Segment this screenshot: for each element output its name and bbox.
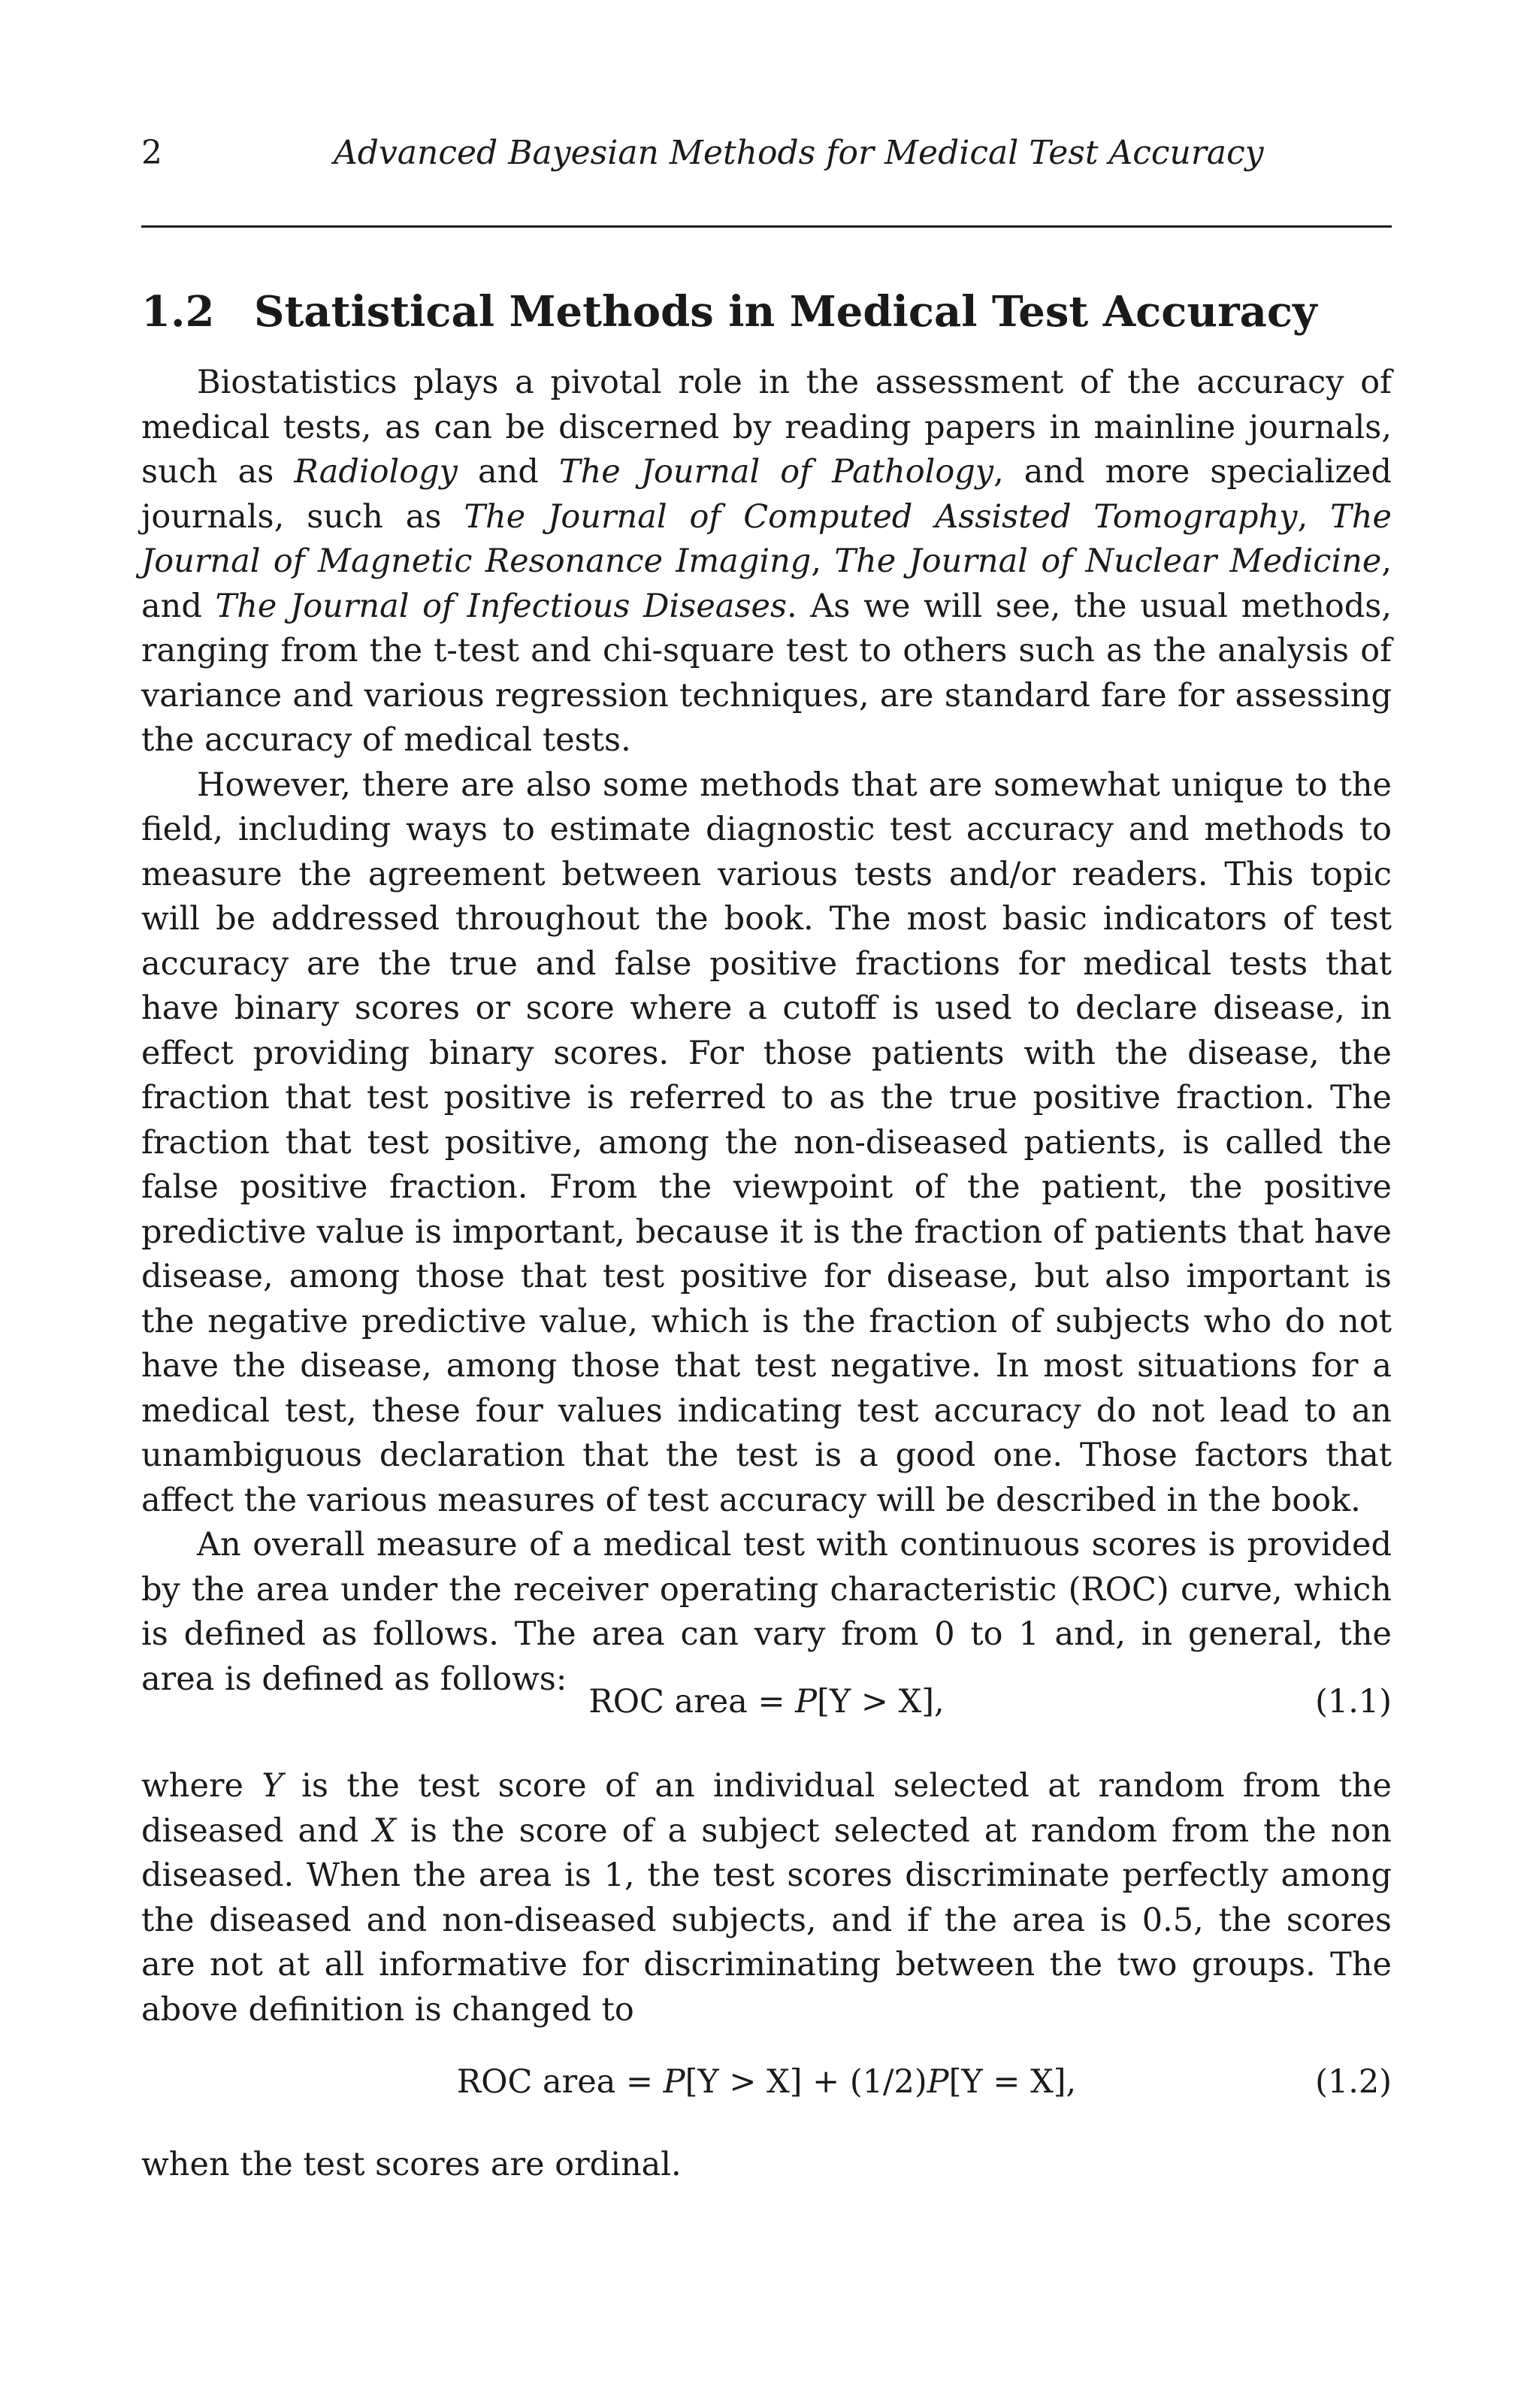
paragraph-5: when the test scores are ordinal. — [141, 2146, 682, 2183]
text-run: and — [457, 453, 559, 491]
equation-symbol: P — [927, 2063, 949, 2101]
text-run: , and more specialized journals, such as — [141, 453, 1392, 536]
equation-text: ROC area = — [456, 2063, 664, 2101]
journal-title: The Journal of Magnetic Resonance Imaging — [141, 497, 1392, 580]
equation-text: [Y = X] — [948, 2063, 1066, 2101]
equation-formula — [141, 1683, 1392, 1721]
section-heading — [141, 287, 1317, 337]
journal-title: Radiology — [294, 453, 458, 491]
equation-symbol: P — [663, 2063, 685, 2101]
paragraph-4 — [141, 1764, 1392, 2032]
paragraph-2: However, there are also some methods that are somewhat unique to the field, including ways to estimate diagnostic test accuracy and methods to measure the agreement between various tests and/or readers. This topic will be addressed throughout the book. The most basic indicators of test accuracy are the true and false positive fractions for medical tests that have binary scores or score where a cutoff is used to declare disease, in effect providing binary scores. For those patients with the disease, the fraction that test positive is referred to as the true positive fraction. The fraction that test positive, among the non-diseased patients, is called the false positive fraction. From the viewpoint of the patient, the positive predictive value is important, because it is the fraction of patients that have disease, among those that test positive for disease, but also important is the negative predictive value, which is the fraction of subjects who do not have the disease, among those that test negative. In most situations for a medical test, these four values indicating test accuracy do not lead to an unambiguous declaration that the test is a good one. Those factors that affect the various measures of test accuracy will be described in the book. — [141, 766, 1392, 1519]
body-text-block-1 — [141, 361, 1392, 1702]
text-run: , — [811, 542, 835, 580]
equation-text: , — [1066, 2063, 1077, 2101]
paragraph-1 — [141, 361, 1392, 763]
equation-text: ROC area = — [588, 1683, 796, 1721]
text-run: . As we will see, the usual methods, ranging from the t-test and chi-square test to others such as the analysis of variance and various regression techniques, are standard fare for assessing the accuracy of medical tests. — [141, 587, 1392, 759]
equation-symbol: P — [795, 1683, 818, 1721]
text-run: , and — [141, 542, 1392, 625]
equation-number: (1.1) — [1315, 1683, 1392, 1721]
math-variable: X — [373, 1811, 397, 1850]
body-text-block-2 — [141, 1764, 1392, 2032]
journal-title: The Journal of Nuclear Medicine — [834, 542, 1382, 580]
equation-text: , — [934, 1683, 945, 1721]
section-title: Statistical Methods in Medical Test Accuracy — [254, 287, 1317, 337]
equation-text: + (1/2) — [802, 2063, 927, 2101]
equation-text: [Y > X] — [817, 1683, 935, 1721]
journal-title: The Journal of Infectious Diseases — [215, 587, 788, 625]
body-text-block-3 — [141, 2143, 1392, 2188]
equation-text: [Y > X] — [685, 2063, 803, 2101]
text-run: is the test score of an individual selected at random from the diseased and — [141, 1767, 1392, 1850]
running-head — [141, 134, 1392, 179]
running-title: Advanced Bayesian Methods for Medical Test Accuracy — [334, 134, 1264, 172]
equation-number: (1.2) — [1315, 2063, 1392, 2101]
text-run: is the score of a subject selected at random from the non diseased. When the area is 1, the test scores discriminate perfectly among the diseased and non-diseased subjects, and if the area is 0.5, the scores are not at all informative for discriminating between the two groups. The above definition is changed to — [141, 1811, 1392, 2029]
paragraph-3: An overall measure of a medical test with continuous scores is provided by the area under the receiver operating characteristic (ROC) curve, which is defined as follows. The area can vary from 0 to 1 and, in general, the area is defined as follows: — [141, 1526, 1392, 1698]
section-number: 1.2 — [141, 287, 215, 337]
header-rule — [141, 225, 1392, 228]
text-run: Biostatistics plays a pivotal role in the assessment of the accuracy of medical tests, as can be discerned by reading papers in mainline journals, such as — [141, 364, 1392, 491]
equation-1-2 — [141, 2063, 1392, 2108]
equation-1-1 — [141, 1683, 1392, 1728]
page-number: 2 — [141, 134, 162, 172]
math-variable: Y — [262, 1767, 283, 1805]
journal-title: The Journal of Pathology — [558, 453, 994, 491]
text-run: where — [141, 1767, 262, 1805]
equation-formula — [141, 2063, 1392, 2101]
journal-title: The Journal of Computed Assisted Tomography — [464, 497, 1298, 536]
book-page — [141, 0, 1392, 2408]
text-run: , — [1297, 497, 1331, 536]
